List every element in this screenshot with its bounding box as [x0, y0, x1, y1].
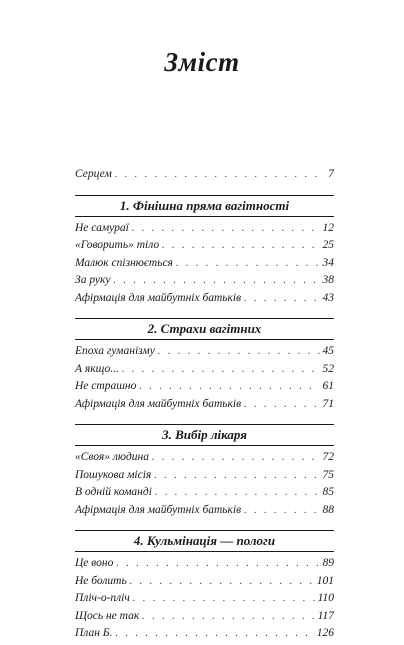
- dot-leader: [114, 275, 320, 286]
- toc-entry[interactable]: [75, 274, 334, 292]
- page-title: Зміст: [164, 47, 240, 77]
- toc-entry[interactable]: [75, 398, 334, 416]
- dot-leader: [142, 611, 314, 622]
- toc-entry[interactable]: [75, 575, 334, 593]
- toc-entry-label: Це воно: [75, 557, 114, 569]
- toc-entry[interactable]: [75, 292, 334, 310]
- toc-entry-label: «Своя» людина: [75, 451, 149, 463]
- toc-entry[interactable]: [75, 557, 334, 575]
- toc-entry-page: 34: [322, 256, 334, 269]
- toc-entry-page: 52: [322, 362, 334, 375]
- toc-entry[interactable]: [75, 486, 334, 504]
- toc-entry-page: 117: [317, 609, 334, 622]
- chapter-heading[interactable]: 1. Фінішна пряма вагітності: [75, 195, 334, 217]
- dot-leader: [162, 240, 319, 251]
- toc-entry-label: Пліч-о-пліч: [75, 592, 130, 604]
- toc-entry-label: Малюк спізнюється: [75, 256, 173, 269]
- toc-entry-page: 43: [322, 291, 334, 304]
- toc-entry-page: 75: [322, 468, 334, 481]
- toc-entry[interactable]: [75, 610, 334, 628]
- toc-entry[interactable]: [75, 380, 334, 398]
- dot-leader: [244, 399, 319, 410]
- dot-leader: [176, 258, 320, 269]
- toc-entry-page: 88: [322, 503, 334, 516]
- table-of-contents: [75, 168, 334, 645]
- dot-leader: [122, 364, 320, 375]
- toc-entry-label: А якщо...: [75, 362, 119, 375]
- toc-entry[interactable]: [75, 239, 334, 257]
- toc-entry-label: Серцем: [75, 168, 112, 180]
- toc-entry-label: Не страшно: [75, 380, 137, 392]
- toc-entry[interactable]: [75, 469, 334, 487]
- toc-entry-page: 38: [322, 274, 334, 286]
- toc-entry-label: Не болить: [75, 574, 127, 587]
- toc-entry-label: Не самураї: [75, 221, 129, 234]
- chapter-heading[interactable]: 2. Страхи вагітних: [75, 318, 334, 340]
- toc-entry[interactable]: [75, 168, 334, 186]
- toc-entry-label: Щось не так: [75, 609, 140, 622]
- toc-entry[interactable]: [75, 504, 334, 522]
- dot-leader: [116, 558, 319, 569]
- toc-entry-page: 61: [322, 380, 334, 392]
- toc-entry-label: Афірмація для майбутніх батьків: [75, 503, 242, 516]
- toc-entry-page: 71: [322, 397, 334, 410]
- toc-entry-page: 25: [322, 239, 334, 251]
- dot-leader: [130, 576, 314, 587]
- toc-entry-page: 85: [322, 486, 334, 498]
- dot-leader: [132, 223, 320, 234]
- dot-leader: [155, 487, 320, 498]
- toc-entry-page: 89: [322, 557, 334, 569]
- toc-entry-page: 101: [316, 574, 334, 587]
- dot-leader: [139, 381, 319, 392]
- toc-entry-page: 12: [322, 221, 334, 234]
- toc-entry[interactable]: [75, 222, 334, 240]
- dot-leader: [115, 169, 325, 180]
- dot-leader: [133, 593, 315, 604]
- dot-leader: [244, 505, 319, 516]
- toc-entry-label: Пошукова місія: [75, 468, 152, 481]
- toc-entry[interactable]: [75, 592, 334, 610]
- toc-entry-page: 110: [317, 592, 334, 604]
- toc-entry-page: 7: [328, 168, 334, 180]
- dot-leader: [154, 470, 319, 481]
- dot-leader: [158, 346, 320, 357]
- dot-leader: [152, 452, 320, 463]
- toc-entry-label: «Говорить» тіло: [75, 239, 160, 251]
- toc-entry-label: За руку: [75, 274, 111, 286]
- toc-entry[interactable]: [75, 345, 334, 363]
- toc-entry[interactable]: [75, 257, 334, 275]
- toc-entry-label: В одній команді: [75, 486, 152, 498]
- toc-entry[interactable]: [75, 363, 334, 381]
- toc-entry-label: Афірмація для майбутніх батьків: [75, 397, 242, 410]
- toc-entry-page: 126: [316, 627, 334, 639]
- toc-entry-label: Епоха гуманізму: [75, 345, 155, 357]
- toc-entry-page: 72: [322, 451, 334, 463]
- chapter-heading[interactable]: 4. Кульмінація — пологи: [75, 530, 334, 552]
- toc-entry-label: План Б.: [75, 627, 113, 639]
- toc-entry-label: Афірмація для майбутніх батьків: [75, 291, 242, 304]
- dot-leader: [244, 293, 319, 304]
- chapter-heading[interactable]: 3. Вибір лікаря: [75, 424, 334, 446]
- toc-entry-page: 45: [322, 345, 334, 357]
- toc-entry[interactable]: [75, 451, 334, 469]
